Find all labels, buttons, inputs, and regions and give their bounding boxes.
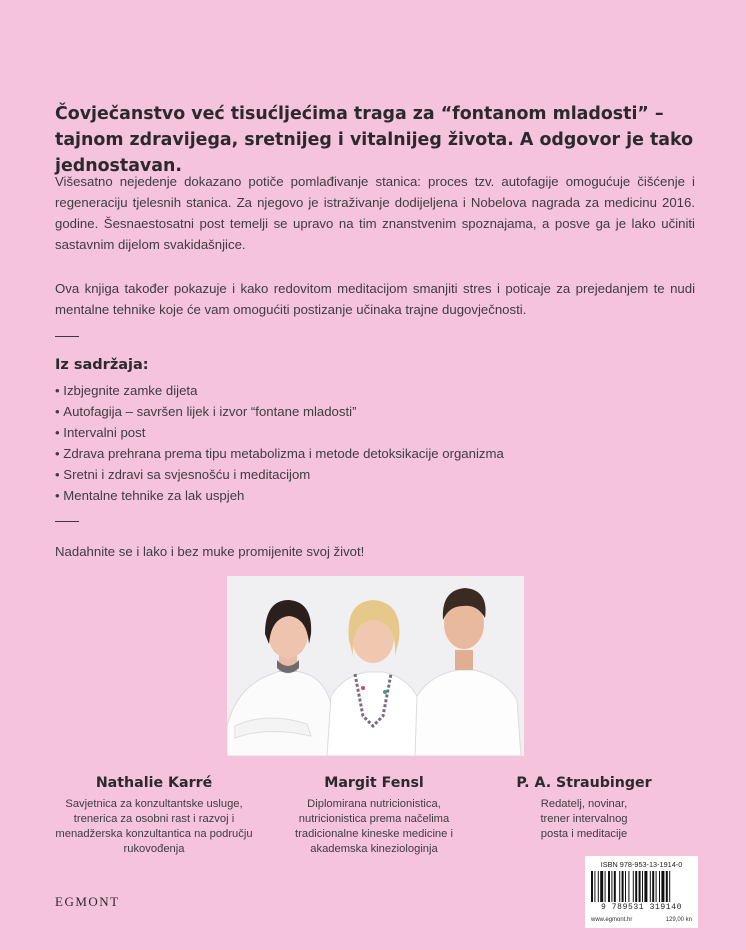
publisher-logo: EGMONT	[55, 894, 120, 909]
author-bio	[49, 797, 259, 857]
author-pa-straubinger	[479, 775, 689, 842]
barcode-bar	[644, 871, 647, 902]
description-paragraph-2: Ova knjiga također pokazuje i kako redovitom meditacijom smanjiti stres i poticaje za prejedanjem te nudi mentalne tehnike koje će vam omogućiti postizanje učinaka trajne dugovječnosti.	[55, 281, 695, 317]
contents-item: • Intervalni post	[55, 422, 504, 443]
barcode-bar	[652, 871, 654, 902]
contents-item: • Zdrava prehrana prema tipu metabolizma i metode detoksikacije organizma	[55, 443, 504, 464]
author-bio	[479, 797, 689, 842]
divider-1	[55, 336, 79, 337]
author-margit-fensl	[269, 775, 479, 857]
author-bio-line: menadžerska konzultantica na području	[55, 828, 253, 840]
barcode-bar	[598, 871, 599, 902]
barcode-bar	[669, 871, 670, 902]
divider-2	[55, 521, 79, 522]
closing-line: Nadahnite se i lako i bez muke promijenite svoj život!	[55, 544, 365, 559]
barcode-bar	[659, 871, 660, 902]
barcode-bar	[642, 871, 643, 902]
barcode-bar	[639, 871, 641, 902]
barcode-icon	[591, 871, 692, 902]
barcode-label	[585, 856, 698, 928]
barcode-bar	[608, 871, 610, 902]
author-name: P. A. Straubinger	[516, 775, 652, 791]
author-bio-line: tradicionalne kineske medicine i	[295, 828, 453, 840]
author-bio-line: Savjetnica za konzultantske usluge,	[65, 798, 243, 810]
contents-item: • Sretni i zdravi sa svjesnošću i meditacijom	[55, 464, 504, 485]
author-bio-line: rukovođenja	[123, 843, 185, 855]
author-bio-line: akademska kineziologinja	[310, 843, 438, 855]
author-bio	[269, 797, 479, 857]
contents-list	[55, 380, 504, 506]
barcode-bar	[600, 871, 603, 902]
author-bio-line: nutricionistica prema načelima	[298, 813, 450, 825]
barcode-bar	[594, 871, 595, 902]
authors-photo-illustration	[227, 576, 524, 756]
barcode-bar	[661, 871, 664, 902]
author-bio-line: posta i meditacije	[540, 828, 628, 840]
barcode-bar	[591, 871, 593, 902]
author-bio-line: trenerica za osobni rast i razvoj i	[73, 813, 235, 825]
contents-item: • Mentalne tehnike za lak uspjeh	[55, 485, 504, 506]
contents-item: • Autofagija – savršen lijek i izvor “fontane mladosti”	[55, 401, 504, 422]
publisher-website: www.egmont.hr	[591, 917, 633, 923]
author-bio-line: Redatelj, novinar,	[540, 798, 628, 810]
author-nathalie-karre	[49, 775, 259, 857]
barcode-bar	[605, 871, 606, 902]
barcode-bar	[614, 871, 616, 902]
contents-title: Iz sadržaja:	[55, 357, 149, 373]
barcode-bar	[633, 871, 634, 902]
author-bio-line: trener intervalnog	[540, 813, 628, 825]
barcode-bar	[611, 871, 612, 902]
author-name: Margit Fensl	[324, 775, 424, 791]
barcode-bar	[622, 871, 624, 902]
author-bio-line: Diplomirana nutricionistica,	[307, 798, 441, 810]
isbn-text: ISBN 978-953-13-1914-0	[600, 860, 683, 869]
barcode-bar	[666, 871, 668, 902]
price-label: 129,00 kn	[665, 917, 692, 923]
description-paragraph-1: Višesatno nejedenje dokazano potiče pomlađivanje stanica: proces tzv. autofagije omogućuje čišćenje i regeneraciju tjelesnih stanica. Za njegovo je istraživanje dodijeljena i Nobelova nagrada za medicinu 2016. godine. Šesnaestosatni post temelji se upravo na tim znanstvenim spoznajama, a posve ga je lako učiniti sastavnim dijelom svakidašnjice.	[55, 174, 695, 252]
barcode-bar	[628, 871, 629, 902]
headline: Čovječanstvo već tisućljećima traga za “fontanom mladosti” – tajnom zdravijega, sretnijeg i vitalnijeg života. A odgovor je tako jednostavan.	[55, 104, 694, 176]
barcode-bar	[656, 871, 657, 902]
author-name: Nathalie Karré	[95, 775, 213, 791]
barcode-bar	[650, 871, 651, 902]
barcode-bar	[625, 871, 626, 902]
barcode-bar	[635, 871, 637, 902]
barcode-bar	[619, 871, 620, 902]
contents-item: • Izbjegnite zamke dijeta	[55, 380, 504, 401]
barcode-digits: 9 789531 319140	[600, 903, 682, 912]
authors-photo	[227, 576, 524, 756]
